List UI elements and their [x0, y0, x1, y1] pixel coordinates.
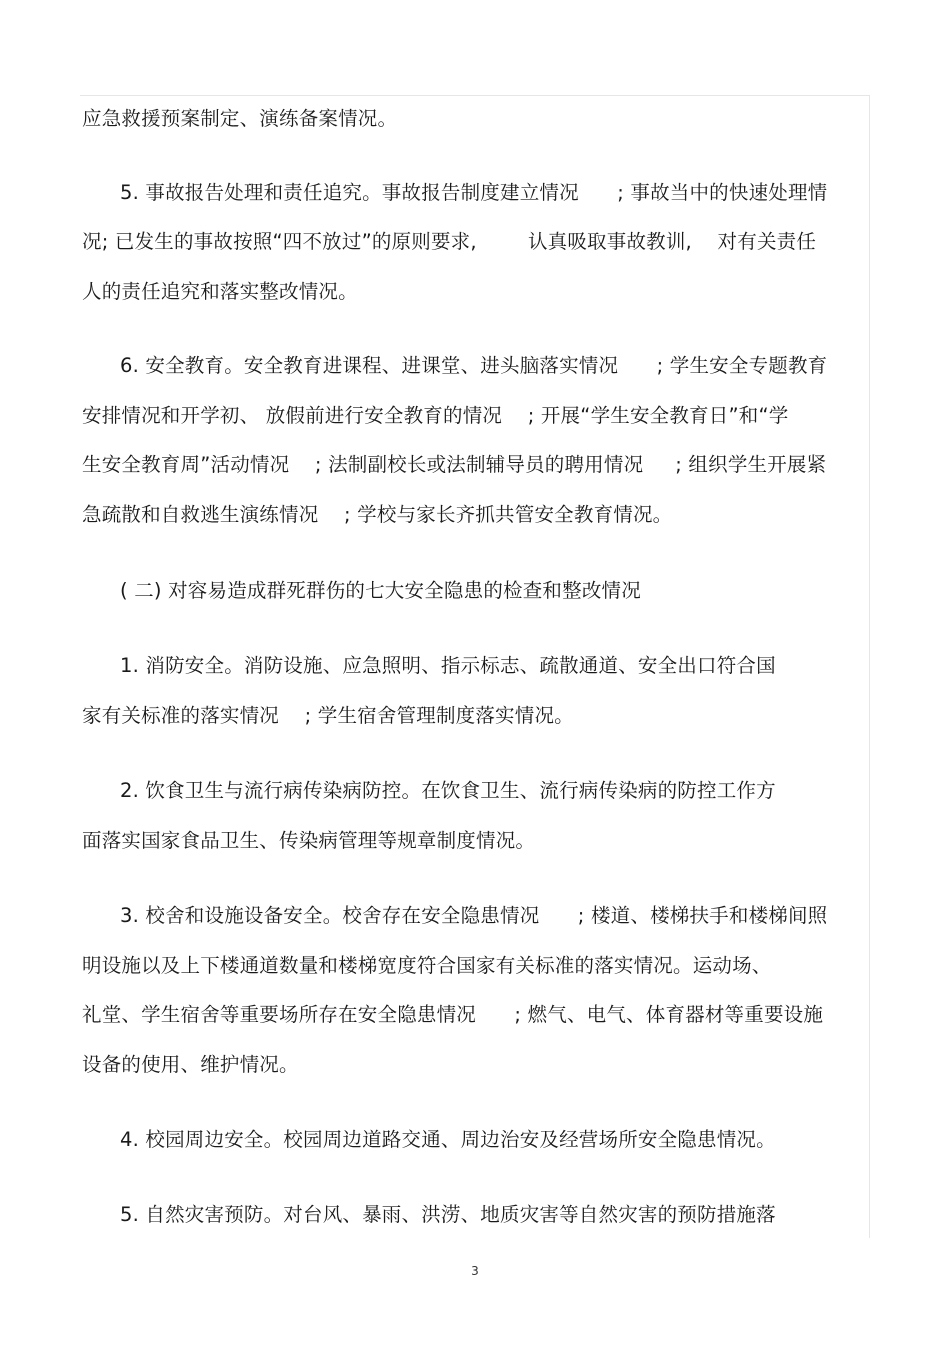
- para-2-food-hygiene-line: 面落实国家食品卫生、传染病管理等规章制度情况。: [82, 829, 536, 852]
- page-border-right: [869, 95, 870, 1238]
- page-number: 3: [471, 1264, 479, 1278]
- para-2-food-hygiene-line: 2. 饮食卫生与流行病传染病防控。在饮食卫生、流行病传染病的防控工作方: [120, 779, 776, 802]
- para-5-accident-report-line: 人的责任追究和落实整改情况。: [82, 280, 358, 303]
- para-3-buildings-line: 明设施以及上下楼通道数量和楼梯宽度符合国家有关标准的落实情况。运动场、: [82, 954, 772, 977]
- para-4-campus-surroundings-line: 4. 校园周边安全。校园周边道路交通、周边治安及经营场所安全隐患情况。: [120, 1128, 776, 1151]
- para-6-safety-education-line: 生安全教育周”活动情况 ; 法制副校长或法制辅导员的聘用情况 ; 组织学生开展紧: [82, 453, 827, 476]
- para-5-accident-report-line: 况; 已发生的事故按照“四不放过”的原则要求, 认真吸取事故教训, 对有关责任: [82, 230, 817, 253]
- para-5-accident-report-line: 5. 事故报告处理和责任追究。事故报告制度建立情况 ; 事故当中的快速处理情: [120, 181, 828, 204]
- para-1-fire-safety-line: 1. 消防安全。消防设施、应急照明、指示标志、疏散通道、安全出口符合国: [120, 654, 776, 677]
- para-continuation-line: 应急救援预案制定、演练备案情况。: [82, 107, 398, 130]
- para-6-safety-education-line: 安排情况和开学初、 放假前进行安全教育的情况 ; 开展“学生安全教育日”和“学: [82, 404, 789, 427]
- para-6-safety-education-line: 急疏散和自救逃生演练情况 ; 学校与家长齐抓共管安全教育情况。: [82, 503, 673, 526]
- section-2-heading-line: ( 二) 对容易造成群死群伤的七大安全隐患的检查和整改情况: [120, 579, 641, 602]
- para-3-buildings-line: 设备的使用、维护情况。: [82, 1053, 299, 1076]
- para-6-safety-education-line: 6. 安全教育。安全教育进课程、进课堂、进头脑落实情况 ; 学生安全专题教育: [120, 354, 828, 377]
- para-5-natural-disasters-line: 5. 自然灾害预防。对台风、暴雨、洪涝、地质灾害等自然灾害的预防措施落: [120, 1203, 776, 1226]
- para-1-fire-safety-line: 家有关标准的落实情况 ; 学生宿舍管理制度落实情况。: [82, 704, 574, 727]
- para-3-buildings-line: 3. 校舍和设施设备安全。校舍存在安全隐患情况 ; 楼道、楼梯扶手和楼梯间照: [120, 904, 828, 927]
- page-border-top: [80, 95, 870, 96]
- para-3-buildings-line: 礼堂、学生宿舍等重要场所存在安全隐患情况 ; 燃气、电气、体育器材等重要设施: [82, 1003, 824, 1026]
